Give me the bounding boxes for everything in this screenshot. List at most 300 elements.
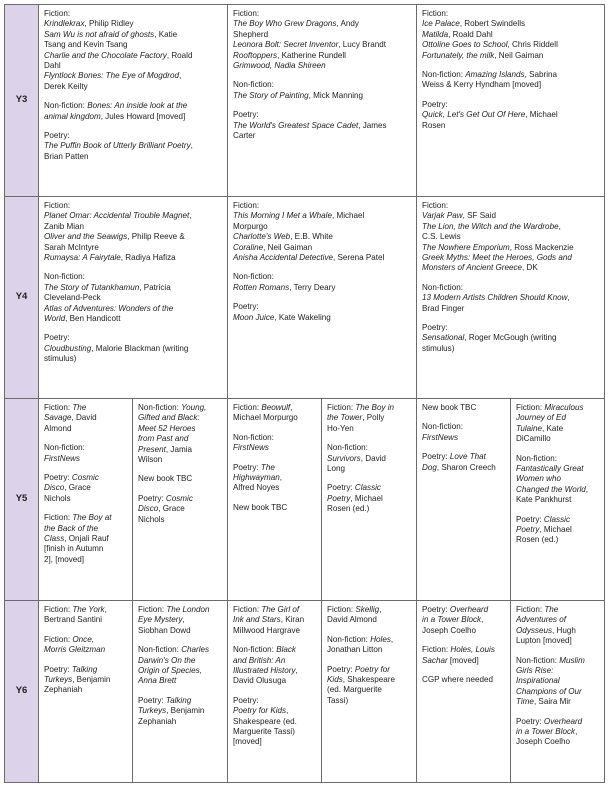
text-run: Non-fiction: xyxy=(233,645,277,655)
text-run: Millwood Hargrave xyxy=(233,625,301,635)
text-line xyxy=(138,706,222,716)
text-line xyxy=(138,615,222,625)
text-run: Ho-Yen xyxy=(327,423,354,433)
text-line xyxy=(422,110,599,120)
line-gap xyxy=(44,656,127,665)
book-title: Cosmic xyxy=(165,493,193,503)
text-line xyxy=(327,635,411,645)
text-line xyxy=(233,706,316,716)
text-run: Almond xyxy=(44,423,72,433)
text-run: , xyxy=(190,141,193,151)
book-title: Eye Mystery xyxy=(138,615,183,625)
text-line xyxy=(516,474,599,484)
text-line xyxy=(422,605,505,615)
text-run: Joseph Coelho xyxy=(422,625,477,635)
text-line xyxy=(422,19,599,29)
text-line xyxy=(138,445,222,455)
text-run: Sarah McIntyre xyxy=(44,242,99,252)
book-title: Holes xyxy=(370,634,391,644)
text-run: DiCamillo xyxy=(516,434,551,444)
text-line xyxy=(422,121,599,131)
row-y3 xyxy=(5,5,605,197)
text-run: , David xyxy=(71,413,97,423)
text-run: New book TBC xyxy=(138,474,193,484)
text-run: , Neil Gaiman xyxy=(494,50,544,60)
text-run: Fiction: xyxy=(233,9,260,18)
text-line xyxy=(138,494,222,504)
book-title: Sensational xyxy=(422,333,465,343)
text-line xyxy=(44,454,127,464)
book-title: Inspirational xyxy=(516,676,560,686)
book-cell xyxy=(511,399,605,601)
book-title: Cosmic xyxy=(71,473,99,483)
book-title: Varjak Paw xyxy=(422,211,463,221)
book-title: animal kingdom xyxy=(44,111,101,121)
text-run: Non-fiction: xyxy=(516,453,557,463)
text-line xyxy=(233,443,316,453)
text-line xyxy=(233,91,411,101)
text-run: , xyxy=(189,211,192,221)
text-run: Poetry: xyxy=(233,695,259,705)
book-title: Sam Wu is not afraid of ghosts xyxy=(44,29,155,39)
text-run: Non-fiction: xyxy=(422,70,466,80)
book-title: Adventures of xyxy=(516,615,566,625)
text-line xyxy=(138,474,222,484)
text-line xyxy=(44,473,127,483)
text-line xyxy=(44,211,222,221)
text-line xyxy=(44,30,222,40)
text-run: , James xyxy=(358,120,387,130)
text-run: , Grace xyxy=(64,483,91,493)
text-run: Brian Patten xyxy=(44,151,89,161)
text-line xyxy=(44,403,127,413)
text-run: 2], [moved] xyxy=(44,554,85,564)
text-line xyxy=(422,211,599,221)
book-title: Anna Brett xyxy=(138,676,177,686)
text-run: Poetry: xyxy=(422,605,450,614)
text-line xyxy=(422,403,505,413)
text-line xyxy=(233,40,411,50)
text-line xyxy=(233,717,316,727)
text-run: Non-fiction: xyxy=(327,634,371,644)
text-run: , Michael xyxy=(350,493,383,503)
line-gap xyxy=(138,465,222,474)
text-line xyxy=(138,515,222,525)
text-run: Poetry: xyxy=(516,716,544,726)
text-run: [moved] xyxy=(233,737,262,747)
book-title: the Tower xyxy=(327,413,363,423)
book-cell xyxy=(39,197,228,399)
book-cell xyxy=(39,601,133,783)
text-line xyxy=(44,293,222,303)
text-line xyxy=(233,645,316,655)
book-cell xyxy=(417,399,511,601)
book-cell xyxy=(228,5,417,197)
text-line xyxy=(422,304,599,314)
book-title: Tulaine xyxy=(516,423,542,433)
text-line xyxy=(233,211,411,221)
text-run: Non-fiction: xyxy=(233,432,274,442)
book-title: Charlie and the Chocolate Factory xyxy=(44,50,167,60)
line-gap xyxy=(516,445,599,454)
text-line xyxy=(44,443,127,453)
text-line xyxy=(138,403,222,413)
text-line xyxy=(516,403,599,413)
book-title: Beowulf xyxy=(261,403,291,412)
text-run: Poetry: xyxy=(44,473,72,483)
book-title: Champions of Our xyxy=(516,686,582,696)
text-line xyxy=(516,464,599,474)
text-line xyxy=(44,424,127,434)
text-line xyxy=(327,685,411,695)
line-gap xyxy=(422,91,599,100)
text-line xyxy=(422,263,599,273)
text-line xyxy=(138,605,222,615)
text-run: , Ben Handicott xyxy=(65,314,121,324)
text-run: CGP where needed xyxy=(422,675,493,685)
text-line xyxy=(233,30,411,40)
text-run: Poetry: xyxy=(138,695,166,705)
text-run: , Andy xyxy=(336,19,359,29)
text-run: Joseph Coelho xyxy=(516,737,571,747)
text-line xyxy=(516,434,599,444)
text-run: Fiction: xyxy=(233,403,262,412)
book-title: The xyxy=(544,605,559,614)
book-title: Fortunately, the milk xyxy=(422,50,495,60)
text-run: Fiction: xyxy=(44,605,73,614)
text-line xyxy=(233,403,316,413)
text-run: stimulus) xyxy=(422,343,455,353)
book-cell xyxy=(228,601,322,783)
text-run: Marguerite Tassi) xyxy=(233,727,295,737)
text-line xyxy=(422,70,599,80)
book-title: Overheard xyxy=(543,716,583,726)
text-run: , Patricia xyxy=(139,282,171,292)
text-run: Poetry: xyxy=(327,664,355,674)
book-title: Muslim xyxy=(559,655,585,665)
text-line xyxy=(327,504,411,514)
line-gap xyxy=(233,636,316,645)
book-title: The xyxy=(72,403,87,412)
text-line xyxy=(422,30,599,40)
text-run: Fiction: xyxy=(422,201,449,210)
text-run: Fiction: xyxy=(44,513,73,523)
line-gap xyxy=(233,454,316,463)
text-run: Non-fiction: xyxy=(327,443,368,453)
book-title: Kids xyxy=(327,675,343,685)
text-line xyxy=(233,19,411,29)
text-line xyxy=(422,463,505,473)
text-line xyxy=(233,51,411,61)
text-line xyxy=(516,636,599,646)
text-line xyxy=(422,293,599,303)
book-title: Atlas of Adventures: Wonders of the xyxy=(44,303,174,313)
text-line xyxy=(233,656,316,666)
text-run: Fiction: xyxy=(327,403,356,412)
text-line xyxy=(44,9,222,19)
book-title: Talking xyxy=(165,695,192,705)
text-line xyxy=(44,635,127,645)
book-title: Poetry for Kids xyxy=(233,706,287,716)
text-line xyxy=(516,676,599,686)
line-gap xyxy=(233,424,316,433)
book-title: Morris Gleitzman xyxy=(44,645,106,655)
text-line xyxy=(327,696,411,706)
text-run: Poetry: xyxy=(422,323,448,333)
text-run: Bertrand Santini xyxy=(44,615,103,625)
book-cell xyxy=(39,399,133,601)
book-title: The Story of Tutankhamun xyxy=(44,282,140,292)
line-gap xyxy=(422,413,505,422)
book-cell xyxy=(39,5,228,197)
text-line xyxy=(44,40,222,50)
line-gap xyxy=(327,656,411,665)
text-line xyxy=(422,51,599,61)
text-line xyxy=(422,201,599,211)
text-line xyxy=(44,283,222,293)
book-title: Origin of Species, xyxy=(138,666,202,676)
text-run: Poetry: xyxy=(44,664,72,674)
book-title: Cloudbusting xyxy=(44,343,92,353)
book-title: Time xyxy=(516,697,534,707)
text-line xyxy=(233,676,316,686)
text-line xyxy=(327,615,411,625)
text-line xyxy=(233,483,316,493)
year-label: Y3 xyxy=(5,5,39,197)
text-line xyxy=(44,645,127,655)
book-cell xyxy=(228,399,322,601)
line-gap xyxy=(44,263,222,272)
text-line xyxy=(422,222,599,232)
book-title: Coraline xyxy=(233,242,264,252)
text-run: Zephaniah xyxy=(44,685,83,695)
text-run: , Robert Swindells xyxy=(459,19,526,29)
line-gap xyxy=(516,506,599,515)
text-line xyxy=(44,19,222,29)
book-title: Survivors xyxy=(327,453,361,463)
text-line xyxy=(44,314,222,324)
line-gap xyxy=(138,485,222,494)
text-run: Poetry: xyxy=(422,99,448,109)
text-run: , SF Said xyxy=(462,211,496,221)
text-line xyxy=(44,413,127,423)
text-run: , Polly xyxy=(362,413,385,423)
text-line xyxy=(233,413,316,423)
book-cell xyxy=(133,601,228,783)
text-line xyxy=(44,51,222,61)
line-gap xyxy=(233,101,411,110)
text-line xyxy=(138,666,222,676)
text-line xyxy=(516,737,599,747)
text-line xyxy=(44,344,222,354)
text-run: , E.B. White xyxy=(290,232,333,242)
book-title: Grimwood, Nadia Shireen xyxy=(233,61,326,71)
text-line xyxy=(516,626,599,636)
text-line xyxy=(44,513,127,523)
text-run: , Malorie Blackman (writing xyxy=(91,343,189,353)
text-run: , Philip Ridley xyxy=(84,19,134,29)
text-run: C.S. Lewis xyxy=(422,232,461,242)
text-run: Non-fiction: xyxy=(233,272,274,282)
line-gap xyxy=(44,122,222,131)
text-run: Rosen (ed.) xyxy=(516,535,559,545)
text-line xyxy=(233,232,411,242)
text-run: David Olusuga xyxy=(233,676,287,686)
text-line xyxy=(327,605,411,615)
book-title: The London xyxy=(166,605,210,614)
text-line xyxy=(327,645,411,655)
text-line xyxy=(138,413,222,423)
text-line xyxy=(233,243,411,253)
text-run: Michael Morpurgo xyxy=(233,413,298,423)
text-line xyxy=(516,687,599,697)
text-line xyxy=(516,605,599,615)
text-run: , DK xyxy=(522,263,538,273)
text-line xyxy=(422,333,599,343)
text-line xyxy=(327,424,411,434)
text-line xyxy=(516,413,599,423)
text-line xyxy=(516,615,599,625)
text-line xyxy=(44,354,222,364)
text-run: Cleveland-Peck xyxy=(44,293,101,303)
book-title: Skellig xyxy=(355,605,380,614)
text-line xyxy=(233,110,411,120)
text-line xyxy=(233,80,411,90)
text-run: , Roald Dahl xyxy=(448,29,493,39)
text-run: [finish in Autumn xyxy=(44,544,104,554)
text-line xyxy=(138,656,222,666)
book-title: Journey of Ed xyxy=(516,413,566,423)
text-line xyxy=(516,717,599,727)
text-line xyxy=(233,737,316,747)
text-line xyxy=(422,675,505,685)
row-y5 xyxy=(5,399,605,601)
text-run: Long xyxy=(327,464,346,474)
book-title: Gifted and Black: xyxy=(138,413,200,423)
row-y4 xyxy=(5,197,605,399)
text-line xyxy=(233,313,411,323)
text-run: , Benjamin xyxy=(72,675,111,685)
text-line xyxy=(44,665,127,675)
text-run: Rosen (ed.) xyxy=(327,504,370,514)
book-cell xyxy=(417,5,605,197)
text-line xyxy=(516,515,599,525)
text-run: Shakespeare (ed. xyxy=(233,716,297,726)
text-line xyxy=(44,71,222,81)
text-line xyxy=(233,302,411,312)
row-y6 xyxy=(5,601,605,783)
book-title: in a Tower Block xyxy=(516,727,576,737)
text-line xyxy=(422,253,599,263)
text-line xyxy=(138,626,222,636)
text-line xyxy=(422,243,599,253)
line-gap xyxy=(233,71,411,80)
text-run: New book TBC xyxy=(233,502,288,512)
book-title: FirstNews xyxy=(44,453,80,463)
book-title: Dog xyxy=(422,462,437,472)
line-gap xyxy=(422,61,599,70)
text-run: , xyxy=(567,293,570,303)
text-line xyxy=(44,685,127,695)
text-line xyxy=(138,455,222,465)
text-run: Poetry: xyxy=(516,514,544,524)
text-line xyxy=(422,626,505,636)
book-title: Disco xyxy=(138,504,159,514)
book-title: Girls Rise: xyxy=(516,666,554,676)
text-run: Morpurgo xyxy=(233,221,268,231)
book-title: The Boy at xyxy=(72,513,112,523)
text-run: , David xyxy=(360,453,386,463)
book-title: Sachar xyxy=(422,655,448,665)
year-label: Y4 xyxy=(5,197,39,399)
text-run: Poetry: xyxy=(422,452,450,462)
line-gap xyxy=(422,666,505,675)
text-line xyxy=(44,605,127,615)
book-title: Rumaysa: A Fairytale xyxy=(44,253,121,263)
text-line xyxy=(138,696,222,706)
book-title: Ice Palace xyxy=(422,19,460,29)
text-run: stimulus) xyxy=(44,354,77,364)
book-title: Love That xyxy=(449,452,486,462)
text-line xyxy=(422,452,505,462)
line-gap xyxy=(327,434,411,443)
text-line xyxy=(516,535,599,545)
text-line xyxy=(44,304,222,314)
text-run: Fiction: xyxy=(422,9,449,18)
book-cell xyxy=(417,197,605,399)
text-run: , Grace xyxy=(158,504,185,514)
book-title: in a Tower Block xyxy=(422,615,482,625)
text-line xyxy=(44,232,222,242)
text-line xyxy=(233,121,411,131)
text-run: Non-fiction: xyxy=(138,403,182,412)
text-line xyxy=(44,243,222,253)
text-run: Fiction: xyxy=(138,605,167,614)
text-run: , Sabrina xyxy=(524,70,557,80)
book-title: The York xyxy=(72,605,105,614)
text-run: , Michael xyxy=(525,110,558,120)
text-line xyxy=(233,626,316,636)
text-run: Poetry: xyxy=(327,483,355,493)
book-title: Poetry xyxy=(327,493,351,503)
text-line xyxy=(327,443,411,453)
text-line xyxy=(44,222,222,232)
book-cell xyxy=(322,399,417,601)
text-line xyxy=(327,464,411,474)
text-line xyxy=(422,645,505,655)
text-run: Fiction: xyxy=(44,403,73,412)
book-title: The Boy in xyxy=(355,403,395,412)
line-gap xyxy=(233,687,316,696)
book-title: FirstNews xyxy=(233,443,269,453)
line-gap xyxy=(327,474,411,483)
text-line xyxy=(516,656,599,666)
book-title: The Puffin Book of Utterly Brilliant Poetry xyxy=(44,141,191,151)
text-run: , Katie xyxy=(154,29,178,39)
book-title: Overheard xyxy=(449,605,489,614)
text-run: Poetry: xyxy=(44,131,70,141)
book-title: The xyxy=(260,462,275,472)
book-title: Meet 52 Heroes xyxy=(138,423,196,433)
line-gap xyxy=(422,636,505,645)
text-run: Poetry: xyxy=(233,302,259,312)
text-run: Brad Finger xyxy=(422,303,465,313)
text-run: , xyxy=(379,605,382,614)
text-line xyxy=(327,403,411,413)
text-run: , xyxy=(279,473,283,483)
text-run: Nichols xyxy=(44,493,71,503)
book-title: Fantastically Great xyxy=(516,464,584,474)
